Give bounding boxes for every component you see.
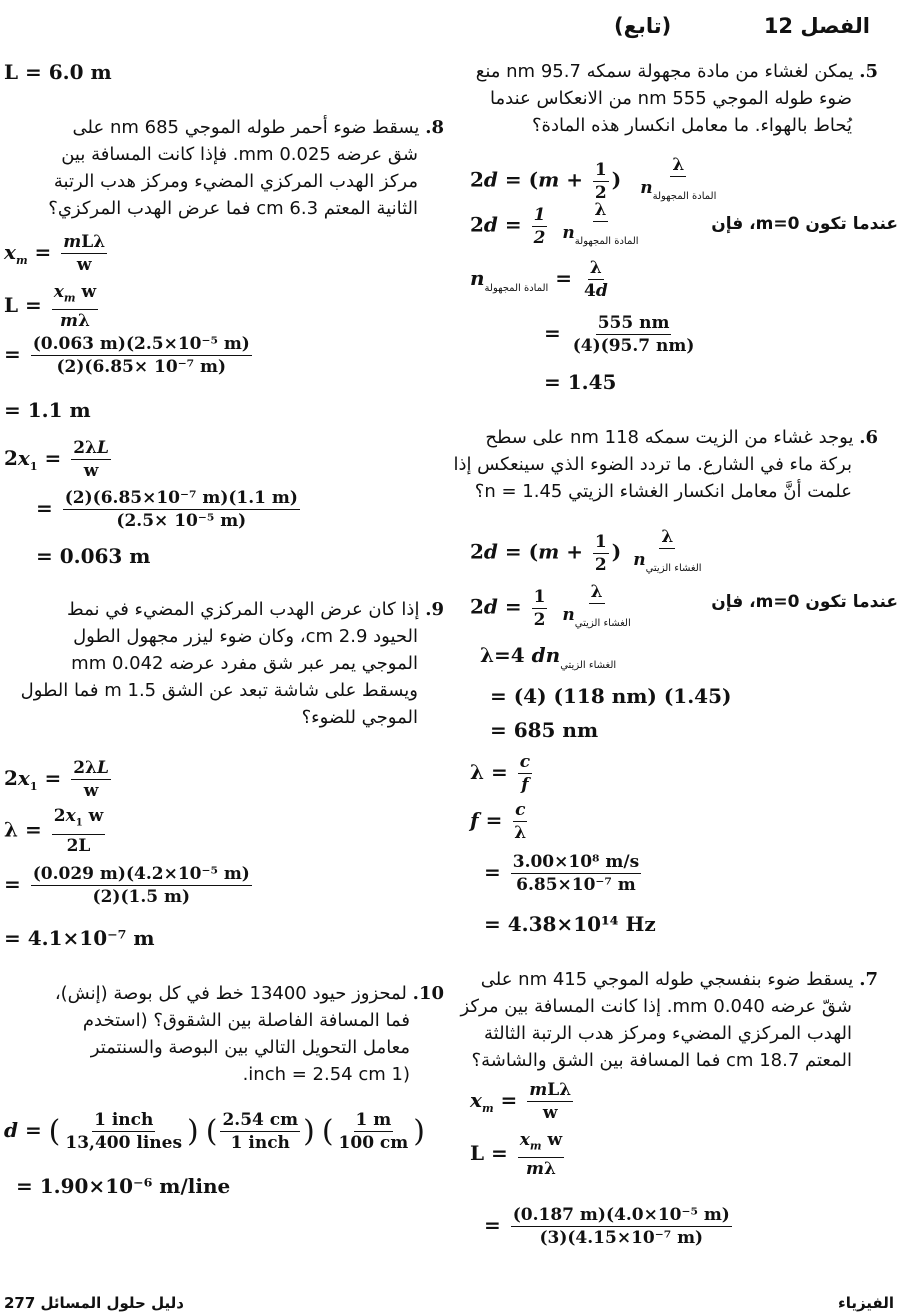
question-6 <box>448 424 878 505</box>
question-text-line: ضوء طوله الموجي 555 nm من الانعكاس عندما <box>490 88 852 109</box>
equation-10-1: d = ( $\frac{\text{1 inch}}{\text{13,400 lines}}$ ) ( $\frac{2.54 cm}{\text{1 inch}}$ ) ( $\frac{1 m}{100 cm}$ ) <box>4 1110 425 1153</box>
question-text-line: يُحاط بالهواء. ما معامل انكسار هذه المادة؟ <box>532 115 852 136</box>
result-10: = 1.90×10⁻⁶ m/line <box>16 1174 231 1198</box>
question-text-line: يوجد غشاء من الزيت سمكه 118 nm على سطح <box>485 427 854 448</box>
equation-6-5: λ = $\frac{c}{f}$ <box>470 752 531 795</box>
result-9: = 4.1×10⁻⁷ m <box>4 926 155 950</box>
question-text-line: الموجي يمر عبر شق مفرد عرضه 0.042 mm <box>71 653 418 674</box>
question-text-line: إذا كان عرض الهدب المركزي المضيء في نمط <box>67 599 420 620</box>
equation-6-1: 2d = (m + $\frac{1}{2}$ ) $\frac{\lambda}{n_{الغشاء الزيتي}}$ <box>470 527 702 575</box>
equation-8-5: = $\frac{\text{(2)(6.85×10⁻⁷ m)(1.1 m)}}{\text{(2.5× 10⁻⁵ m)}}$ <box>36 488 298 531</box>
question-7 <box>448 966 878 1074</box>
question-number: 7. <box>859 969 878 990</box>
result-5: = 1.45 <box>544 370 617 394</box>
question-text-line: لمحزوز حيود 13400 خط في كل بوصة (إنش)، <box>54 983 407 1004</box>
equation-6-3: λ=4 $dn_{الغشاء الزيتي}$ <box>480 643 617 671</box>
equation-5-3: $n_{المادة المجهولة}$ = $\frac{\lambda}{4d}$ <box>470 258 608 301</box>
equation-6-6: f = $\frac{c}{\lambda}$ <box>470 800 527 843</box>
result-8-width: = 0.063 m <box>36 544 151 568</box>
question-number: 10. <box>412 983 444 1004</box>
question-text-line: ويسقط على شاشة تبعد عن الشق 1.5 m فما الطول <box>20 680 418 701</box>
question-text-line: الموجي للضوء؟ <box>301 707 418 728</box>
question-text-line: معامل التحويل التالي بين البوصة والسنتمتر <box>90 1037 410 1058</box>
question-text-line: يسقط ضوء أحمر طوله الموجي 685 nm على <box>72 117 420 138</box>
question-text-line: الحيود 2.9 cm، وكان ضوء ليزر مجهول الطول <box>73 626 418 647</box>
question-10 <box>4 980 444 1088</box>
question-9 <box>4 596 444 731</box>
equation-8-1: $x_m$ = $\frac{\text{mLλ}}{w}$ <box>4 232 106 275</box>
result-8-L: = 1.1 m <box>4 398 91 422</box>
equation-7-1: $x_m$ = $\frac{\text{mLλ}}{w}$ <box>470 1080 572 1123</box>
question-text-line: المعتم 18.7 cm فما المسافة بين الشق والشاشة؟ <box>471 1050 852 1071</box>
equation-8-3: = $\frac{\text{(0.063 m)(2.5×10⁻⁵ m)}}{\text{(2)(6.85× 10⁻⁷ m)}}$ <box>4 334 250 377</box>
condition-note-5: عندما تكون m=0، فإن <box>711 214 898 234</box>
question-text-line: علمت أنَّ معامل انكسار الغشاء الزيتي n = 1.45؟ <box>474 481 852 502</box>
equation-6-2: 2d = $\frac{1}{2}$ $\frac{\lambda}{n_{الغشاء الزيتي}}$ <box>470 582 631 630</box>
question-text-line: (1 inch = 2.54 cm. <box>242 1064 410 1085</box>
result-top: L = 6.0 m <box>4 60 112 84</box>
result-6-frequency: = 4.38×10¹⁴ Hz <box>484 912 656 936</box>
question-text-line: مركز الهدب المركزي المضيء ومركز هدب الرتبة <box>53 171 418 192</box>
question-text-line: فما المسافة الفاصلة بين الشقوق؟ (استخدم <box>82 1010 410 1031</box>
equation-9-1: $2x_1$ = $\frac{2\lambda L}{w}$ <box>4 758 109 801</box>
question-text-line: بركة ماء في الشارع. ما تردد الضوء الذي سينعكس إذا <box>453 454 852 475</box>
question-text-line: شقّ عرضه 0.040 mm. إذا كانت المسافة بين مركز <box>460 996 852 1017</box>
footer-subject: الفيزياء <box>838 1294 894 1312</box>
question-number: 5. <box>859 61 878 82</box>
question-text-line: شق عرضه 0.025 mm. فإذا كانت المسافة بين <box>61 144 418 165</box>
condition-note-6: عندما تكون m=0، فإن <box>711 592 898 612</box>
equation-9-3: = $\frac{\text{(0.029 m)(4.2×10⁻⁵ m)}}{(2)(1.5 m)}$ <box>4 864 250 907</box>
chapter-title: الفصل 12 <box>763 14 870 38</box>
equation-7-2: L = $\frac{x_m w}{m\lambda}$ <box>470 1130 563 1180</box>
question-number: 6. <box>859 427 878 448</box>
equation-7-3: = $\frac{\text{(0.187 m)(4.0×10⁻⁵ m)}}{\text{(3)(4.15×10⁻⁷ m)}}$ <box>484 1205 730 1248</box>
equation-5-4: = $\frac{555 nm}{(4)(95.7 nm)}$ <box>544 313 695 356</box>
equation-8-2: L = $\frac{x_m w}{m\lambda}$ <box>4 282 97 332</box>
footer-page-label: دليل حلول المسائل 277 <box>4 1294 184 1312</box>
question-text-line: يمكن لغشاء من مادة مجهولة سمكه 95.7 nm منع <box>475 61 854 82</box>
question-text-line: الثانية المعتم 6.3 cm فما عرض الهدب المركزي؟ <box>48 198 418 219</box>
equation-9-2: λ = $\frac{2x_1 w}{2L}$ <box>4 806 104 857</box>
question-text-line: الهدب المركزي المضيء ومركز هدب الرتبة الثالثة <box>483 1023 852 1044</box>
result-6-lambda: = 685 nm <box>490 718 599 742</box>
continued-label: (تابع) <box>614 14 672 38</box>
equation-6-4: = (4) (118 nm) (1.45) <box>490 684 732 708</box>
question-number: 9. <box>425 599 444 620</box>
equation-6-7: = $\frac{\text{3.00×10⁸ m/s}}{\text{6.85×10⁻⁷ m}}$ <box>484 852 640 895</box>
equation-8-4: $2x_1$ = $\frac{2\lambda L}{w}$ <box>4 438 109 481</box>
question-5 <box>448 58 878 139</box>
equation-5-2: 2d = $\frac{1}{2}$ $\frac{\lambda}{n_{المادة المجهولة}}$ <box>470 200 639 248</box>
question-text-line: يسقط ضوء بنفسجي طوله الموجي 415 nm على <box>480 969 854 990</box>
equation-5-1: 2d = (m + $\frac{1}{2}$ ) $\frac{\lambda}{n_{المادة المجهولة}}$ <box>470 155 717 203</box>
question-number: 8. <box>425 117 444 138</box>
question-8 <box>4 114 444 222</box>
